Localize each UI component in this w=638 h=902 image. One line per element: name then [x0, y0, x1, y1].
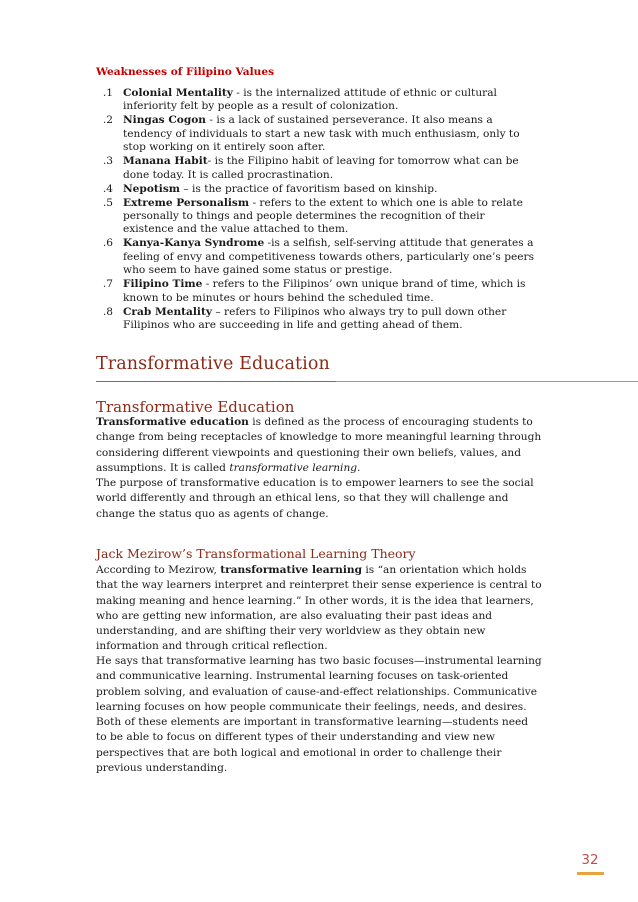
term-transformative-education: Transformative education	[96, 416, 249, 428]
list-item: 3. Manana Habit- is the Filipino habit of leaving for tomorrow what can be done today. It is called procrastination.	[102, 155, 519, 181]
list-item: 5. Extreme Personalism - refers to the extent to which one is able to relate personally to things and people determines the recognition of their existence and the value attached to them.	[102, 196, 523, 236]
list-desc: – is the practice of favoritism based on kinship.	[180, 182, 438, 195]
weaknesses-heading: Weaknesses of Filipino Values	[96, 66, 275, 78]
list-item: 6. Kanya-Kanya Syndrome -is a selfish, self-serving attitude that generates a feeling of envy and competitiveness towards others, particularly one’s peers who seem to have gained some status or prestige.	[102, 237, 535, 277]
list-item: 8. Crab Mentality – refers to Filipinos who always try to pull down other Filipinos who are succeeding in life and getting ahead of them.	[102, 305, 507, 332]
list-item: 1. Colonial Mentality - is the internalized attitude of ethnic or cultural inferiority felt by people as a result of colonization.	[102, 87, 497, 113]
list-term: Crab Mentality	[123, 305, 212, 318]
section-title: Transformative Education	[96, 398, 295, 416]
list-item: 2. Ningas Cogon - is a lack of sustained perseverance. It also means a tendency of individuals to start a new task with much enthusiasm, only to stop working on it entirely soon after.	[102, 114, 520, 154]
paragraph-text: is defined as the process of encouraging students to change from being receptacles of knowledge to more meaningful learning through considering different viewpoints and questioning their own beliefs, values, and assumptions. It is called	[96, 416, 542, 474]
list-desc: - refers to the extent to which one is able to relate personally to things and people determines the recognition of their existence and the value attached to them.	[123, 196, 523, 236]
list-term: Kanya-Kanya Syndrome	[123, 237, 265, 250]
list-desc: - refers to the Filipinos’ own unique brand of time, which is known to be minutes or hours behind the scheduled time.	[123, 278, 526, 304]
page-number-underline	[577, 872, 604, 875]
list-term: Colonial Mentality	[123, 87, 233, 99]
page-number: 32	[581, 852, 599, 868]
weaknesses-list	[96, 87, 536, 333]
term-transformative-learning-bold: transformative learning	[220, 564, 363, 576]
chapter-title: Transformative Education	[96, 354, 330, 374]
list-term: Extreme Personalism	[123, 196, 250, 209]
list-item: 4. Nepotism – is the practice of favoritism based on kinship.	[102, 182, 438, 195]
paragraph-purpose: The purpose of transformative education is to empower learners to see the social world differently and through an ethical lens, so that they will challenge and change the status quo as agents of change.	[96, 477, 534, 520]
paragraph-mezirow	[96, 563, 542, 655]
list-desc: - is the Filipino habit of leaving for tomorrow what can be done today. It is called procrastination.	[123, 155, 519, 181]
list-item: 7. Filipino Time - refers to the Filipinos’ own unique brand of time, which is known to be minutes or hours behind the scheduled time.	[102, 278, 526, 304]
paragraph-text: According to Mezirow,	[96, 564, 221, 576]
chapter-divider	[96, 381, 638, 382]
paragraph-definition	[96, 415, 542, 476]
subsection-title: Jack Mezirow’s Transformational Learning Theory	[96, 546, 416, 561]
term-transformative-learning: transformative learning.	[229, 461, 361, 474]
list-desc: - is a lack of sustained perseverance. It also means a tendency of individuals to start a new task with much enthusiasm, only to stop working on it entirely soon after.	[123, 114, 520, 154]
paragraph-focuses: He says that transformative learning has two basic focuses—instrumental learning and communicative learning. Instrumental learning focuses on task-oriented problem solving, and evaluation of cause-and-effect relationships. Communicative learning focuses on how people communicate their feelings, needs, and desires. Both of these elements are important in transformative learning—students need to be able to focus on different types of their understanding and view new perspectives that are both logical and emotional in order to challenge their previous understanding.	[96, 655, 542, 775]
paragraph-text: is “an orientation which holds that the way learners interpret and reinterpret their sense experience is central to making meaning and hence learning.” In other words, it is the idea that learners, who are getting new information, are also evaluating their past ideas and understanding, and are shifting their very worldview as they obtain new information and through critical reflection.	[96, 564, 542, 653]
list-term: Manana Habit	[123, 155, 208, 168]
list-term: Filipino Time	[123, 278, 203, 291]
list-desc: -is a selfish, self-serving attitude that generates a feeling of envy and competitiveness towards others, particularly one’s peers who seem to have gained some status or prestige.	[123, 237, 535, 277]
list-desc: – refers to Filipinos who always try to pull down other Filipinos who are succeeding in life and getting ahead of them.	[123, 305, 507, 332]
list-term: Nepotism	[123, 182, 180, 195]
list-term: Ningas Cogon	[123, 114, 207, 127]
list-desc: - is the internalized attitude of ethnic or cultural inferiority felt by people as a result of colonization.	[123, 87, 497, 113]
